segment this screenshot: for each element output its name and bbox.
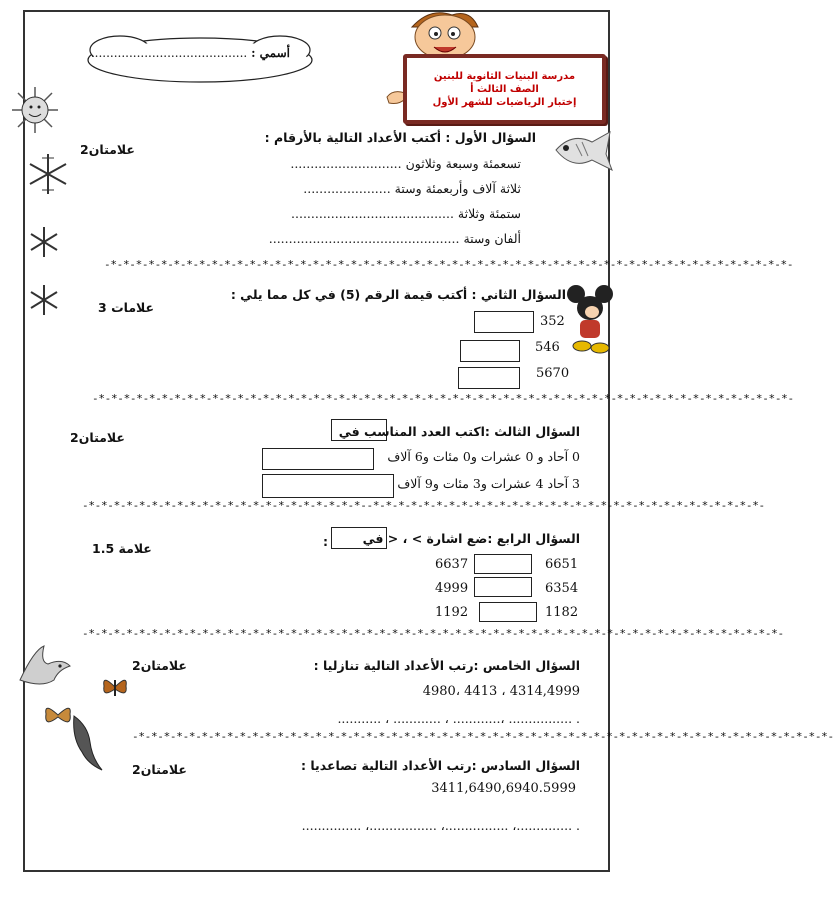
- q2-marks: 3 علامات: [98, 300, 155, 315]
- sun-icon: [10, 85, 60, 135]
- q4-right-number: 6651: [545, 557, 579, 572]
- q1-item: ستمئة وثلاثة .........................................: [291, 206, 521, 221]
- separator: -*-*-*-*-*-*-*-*-*-*-*-*-*-*-*-*-*-*-*-*-*-*-*-*-*-*-*-*-*-*-*-*-*-*-*-*-*-*-*-*-*-*-*-*-*-*-*-*-*-*-*-*-*-*-*-: [132, 730, 834, 743]
- q6-numbers: 3411,6490,6940.5999: [431, 781, 576, 796]
- q5-marks: 2علامتان: [132, 658, 187, 673]
- q5-title: السؤال الخامس :رتب الأعداد التالية تنازليا :: [313, 658, 580, 673]
- separator: -*-*-*-*-*-*-*-*-*-*-*-*-*-*-*-*-*-*-*-*-*-*-*-*-*-*-*-*-*-*-*-*-*-*-*-*-*-*-*-*-*-*-*-*-*-*-*-*-*-*-*-*-*-*-*-: [82, 627, 784, 640]
- q1-marks: 2علامتان: [80, 142, 135, 157]
- q4-left-number: 6637: [435, 557, 469, 572]
- q5-numbers: 4980، 4413 ، 4314,4999: [422, 684, 580, 699]
- q3-marks: 2علامتان: [70, 430, 125, 445]
- q4-title: السؤال الرابع :ضع اشارة > ، < في: [362, 531, 580, 546]
- q1-item: ثلاثة آلاف وأربعمئة وستة ......................: [303, 181, 521, 196]
- q1-item: ألفان وستة ................................................: [268, 231, 521, 246]
- q1-title: السؤال الأول : أكتب الأعداد التالية بالأرقام :: [264, 130, 536, 145]
- school-name: مدرسة البنيات الثانوية للبنين: [433, 71, 576, 82]
- answer-box[interactable]: [474, 311, 534, 333]
- q4-right-number: 6354: [545, 581, 579, 596]
- q6-title: السؤال السادس :رتب الأعداد التالية تصاعديا :: [300, 758, 580, 773]
- q3-item: 3 آحاد 4 عشرات و3 مئات و9 آلاف: [397, 476, 580, 491]
- q2-number: 352: [540, 314, 565, 329]
- q3-title: السؤال الثالث :اكتب العدد المناسب في: [338, 424, 580, 439]
- class-name: الصف الثالث أ: [470, 84, 539, 95]
- school-header-box: [403, 54, 606, 124]
- q6-marks: 2علامتان: [132, 762, 187, 777]
- q4-marks: 1.5 علامة: [92, 541, 152, 556]
- q2-number: 546: [535, 340, 560, 355]
- q2-number: 5670: [536, 366, 570, 381]
- separator: -*-*-*-*-*-*-*-*-*-*-*-*-*-*-*-*-*-*-*-*-*-*--*-*-*-*-*-*-*-*-*-*-*-*-*-*-*-*-*-*-*-*-*-*-*-*-*-*-*-*-*-*-*-: [82, 499, 765, 512]
- name-dots: .........................................: [90, 46, 248, 60]
- q6-answer-line[interactable]: ............... ،................. ،................ ،.............. .: [301, 818, 580, 833]
- separator: -*-*-*-*-*-*-*-*-*-*-*-*-*-*-*-*-*-*-*-*-*-*-*-*-*-*-*-*-*-*-*-*-*-*-*-*-*-*-*-*-*-*-*-*-*-*-*-*-*-*-*-*-*-*-: [104, 258, 794, 271]
- answer-box[interactable]: [460, 340, 520, 362]
- dove-icon: [14, 640, 74, 692]
- snowflake-icon: [26, 152, 70, 196]
- separator: -*-*-*-*-*-*-*-*-*-*-*-*-*-*-*-*-*-*-*-*-*-*-*-*-*-*-*-*-*-*-*-*-*-*-*-*-*-*-*-*-*-*-*-*-*-*-*-*-*-*-*-*-*-*-*-: [92, 392, 794, 405]
- answer-box[interactable]: [262, 474, 394, 498]
- answer-box[interactable]: [458, 367, 520, 389]
- snowflake-icon: [28, 226, 60, 258]
- q3-item: 0 آحاد و 0 عشرات و0 مئات و6 آلاف: [387, 449, 580, 464]
- answer-box[interactable]: [474, 577, 532, 597]
- name-cloud: [80, 30, 320, 90]
- exam-title: إختبار الرياضيات للشهر الأول: [432, 97, 577, 108]
- bat-icon: [68, 712, 108, 774]
- fish-icon: [552, 126, 614, 176]
- answer-box[interactable]: [262, 448, 374, 470]
- answer-box[interactable]: [479, 602, 537, 622]
- butterfly-icon: [100, 672, 130, 702]
- q4-right-number: 1182: [545, 605, 579, 620]
- name-field: [90, 46, 290, 60]
- q5-answer-line[interactable]: ........... ، ............ ، ............، ................ .: [337, 711, 580, 726]
- q4-left-number: 1192: [435, 605, 469, 620]
- mouse-cartoon-icon: [566, 284, 616, 356]
- q2-title: السؤال الثاني : أكتب قيمة الرقم (5) في كل مما يلي :: [230, 287, 566, 302]
- q4-colon: :: [323, 534, 328, 549]
- answer-box[interactable]: [474, 554, 532, 574]
- q4-left-number: 4999: [435, 581, 469, 596]
- name-label: أسمي :: [251, 46, 290, 60]
- snowflake-icon: [28, 284, 60, 316]
- q1-item: تسعمئة وسبعة وثلاثون ............................: [290, 156, 521, 171]
